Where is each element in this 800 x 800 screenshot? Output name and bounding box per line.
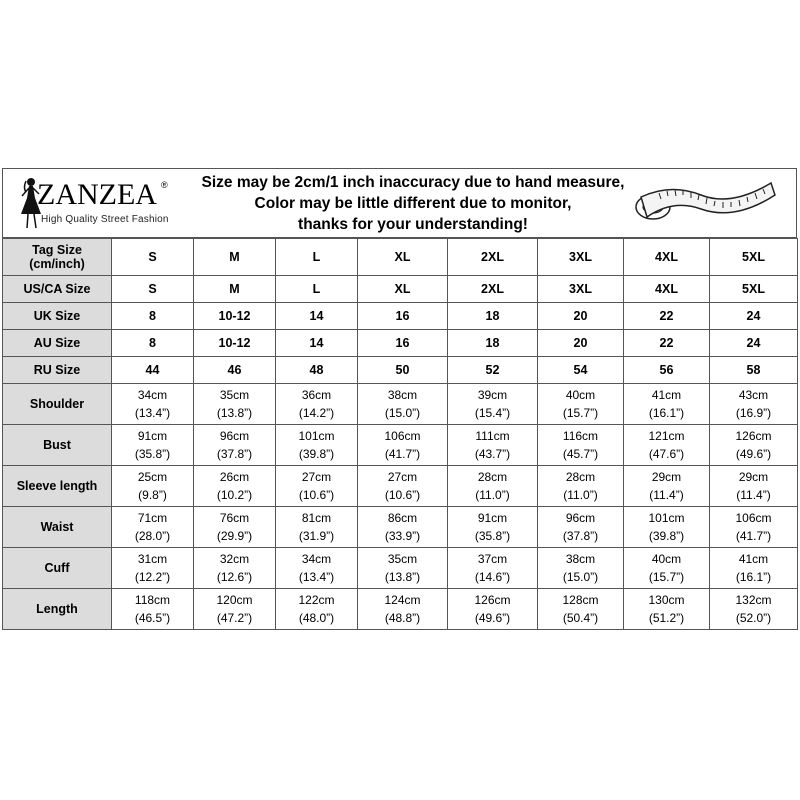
measurement-inch: (33.9”) [384,529,421,543]
size-cell: 20 [538,303,624,330]
measurement-cell [358,425,448,466]
measurement-cell [358,384,448,425]
measurement-inch: (45.7”) [562,447,599,461]
size-cell: 4XL [624,239,710,276]
measurement-cm: 26cm [219,470,250,484]
size-cell: M [194,239,276,276]
row-label: US/CA Size [3,276,112,303]
size-cell: 14 [276,330,358,357]
measurement-inch: (49.6”) [474,611,511,625]
measurement-cm: 39cm [477,388,508,402]
measurement-cell [448,384,538,425]
measurement-cell [276,466,358,507]
measurement-cm: 27cm [301,470,332,484]
measurement-cell [358,548,448,589]
measurement-cm: 35cm [219,388,250,402]
row-label-line: (cm/inch) [29,257,85,271]
measurement-cell [448,548,538,589]
measurement-inch: (47.2”) [216,611,253,625]
measurement-cell [112,425,194,466]
size-cell: 5XL [710,276,798,303]
measurement-cell [112,507,194,548]
size-cell: L [276,276,358,303]
measurement-inch: (13.4”) [134,406,171,420]
measurement-cm: 76cm [219,511,250,525]
measurement-inch: (48.0”) [298,611,335,625]
measurement-inch: (12.6”) [216,570,253,584]
measurement-inch: (31.9”) [298,529,335,543]
row-label-line: Tag Size [32,243,82,257]
measurement-inch: (51.2”) [648,611,685,625]
size-cell: XL [358,276,448,303]
measurement-cm: 27cm [387,470,418,484]
measurement-cell [448,466,538,507]
measurement-inch: (11.4”) [649,488,684,502]
measurement-inch: (37.8”) [216,447,253,461]
size-cell: 8 [112,330,194,357]
row-label: Length [3,589,112,630]
measurement-cell [710,507,798,548]
measurement-inch: (13.8”) [384,570,421,584]
measurement-inch: (13.4”) [298,570,335,584]
size-cell: 16 [358,330,448,357]
size-cell: 10-12 [194,303,276,330]
measurement-cell [358,507,448,548]
measurement-notice [188,172,638,235]
measurement-cm: 91cm [477,511,508,525]
measurement-cm: 96cm [219,429,250,443]
size-cell: 18 [448,303,538,330]
measurement-cell [448,507,538,548]
measurement-inch: (16.9”) [735,406,772,420]
row-label: Waist [3,507,112,548]
table-row [3,239,798,276]
size-cell: 3XL [538,276,624,303]
table-row [3,357,798,384]
measurement-inch: (28.0”) [134,529,171,543]
size-cell: 3XL [538,239,624,276]
size-cell: S [112,276,194,303]
size-chart-header [2,168,797,238]
size-cell: 20 [538,330,624,357]
measurement-cm: 101cm [648,511,685,525]
measurement-inch: (16.1”) [648,406,685,420]
measurement-cell [624,425,710,466]
measurement-inch: (15.7”) [648,570,685,584]
measurement-cell [538,425,624,466]
measurement-cm: 130cm [648,593,685,607]
size-cell: 24 [710,330,798,357]
measurement-cm: 101cm [298,429,335,443]
measurement-inch: (11.0”) [563,488,598,502]
size-table [2,238,798,630]
table-row [3,276,798,303]
measurement-cell [112,384,194,425]
measurement-cell [194,548,276,589]
measurement-inch: (50.4”) [562,611,599,625]
measurement-cell [448,589,538,630]
measurement-cell [358,466,448,507]
measurement-cm: 34cm [137,388,168,402]
measurement-cell [538,466,624,507]
size-cell: 16 [358,303,448,330]
measurement-inch: (49.6”) [735,447,772,461]
measurement-cm: 106cm [735,511,772,525]
measurement-cm: 91cm [137,429,168,443]
measurement-cell [276,589,358,630]
notice-line: Size may be 2cm/1 inch inaccuracy due to hand measure, [201,174,625,191]
measurement-inch: (47.6”) [648,447,685,461]
measurement-cm: 128cm [562,593,599,607]
measurement-cell [538,548,624,589]
measurement-cell [710,425,798,466]
measurement-cell [112,548,194,589]
measurement-cell [710,384,798,425]
measurement-cell [276,384,358,425]
table-row [3,330,798,357]
measurement-cm: 28cm [477,470,508,484]
size-cell: 46 [194,357,276,384]
measurement-cm: 116cm [562,429,599,443]
size-cell: S [112,239,194,276]
measurement-inch: (11.0”) [475,488,510,502]
measurement-cm: 86cm [387,511,418,525]
measurement-inch: (10.2”) [216,488,253,502]
brand-name: ZANZEA [37,178,157,211]
measurement-inch: (29.9”) [216,529,253,543]
measurement-inch: (35.8”) [474,529,511,543]
table-row [3,589,798,630]
size-cell: 24 [710,303,798,330]
size-cell: 5XL [710,239,798,276]
measurement-cell [710,466,798,507]
measurement-cm: 34cm [301,552,332,566]
size-cell: 14 [276,303,358,330]
brand-logo [11,174,181,234]
measurement-inch: (9.8”) [138,488,167,502]
measurement-inch: (15.0”) [562,570,599,584]
size-cell: 48 [276,357,358,384]
table-row [3,303,798,330]
row-label: Shoulder [3,384,112,425]
measurement-cm: 37cm [477,552,508,566]
measurement-cell [194,384,276,425]
size-cell: 2XL [448,239,538,276]
measurement-cm: 120cm [216,593,253,607]
measurement-cell [194,466,276,507]
measurement-cm: 41cm [651,388,682,402]
table-row [3,425,798,466]
measurement-cell [624,589,710,630]
table-row [3,466,798,507]
measurement-cm: 126cm [735,429,772,443]
measurement-cell [624,507,710,548]
measurement-cm: 96cm [565,511,596,525]
size-cell: 2XL [448,276,538,303]
measurement-inch: (14.6”) [474,570,511,584]
measurement-cm: 118cm [134,593,171,607]
row-label: UK Size [3,303,112,330]
measurement-cm: 35cm [387,552,418,566]
measurement-cm: 81cm [301,511,332,525]
measurement-inch: (41.7”) [384,447,421,461]
measurement-cell [538,589,624,630]
measurement-inch: (15.0”) [384,406,421,420]
size-cell: 50 [358,357,448,384]
measurement-cm: 38cm [565,552,596,566]
measurement-cell [448,425,538,466]
size-chart [2,168,797,630]
brand-tagline: High Quality Street Fashion [41,214,169,225]
measurement-cell [624,384,710,425]
measurement-cm: 71cm [137,511,168,525]
measurement-cm: 122cm [298,593,335,607]
row-label: Sleeve length [3,466,112,507]
measurement-cm: 29cm [651,470,682,484]
table-row [3,548,798,589]
size-cell: M [194,276,276,303]
measurement-cell [358,589,448,630]
measurement-cm: 126cm [474,593,511,607]
measurement-cm: 121cm [648,429,685,443]
measurement-cell [624,466,710,507]
size-cell: L [276,239,358,276]
measurement-inch: (11.4”) [736,488,771,502]
measurement-inch: (52.0”) [735,611,772,625]
notice-line: thanks for your understanding! [298,216,528,233]
measurement-inch: (39.8”) [648,529,685,543]
measuring-tape-icon [631,175,781,233]
measurement-cm: 106cm [384,429,421,443]
size-cell: 22 [624,330,710,357]
measurement-inch: (13.8”) [216,406,253,420]
row-label: Cuff [3,548,112,589]
size-cell: 8 [112,303,194,330]
measurement-cell [112,589,194,630]
measurement-inch: (12.2”) [134,570,171,584]
measurement-cm: 124cm [384,593,421,607]
measurement-cm: 40cm [651,552,682,566]
measurement-cm: 36cm [301,388,332,402]
table-row [3,507,798,548]
size-cell: 58 [710,357,798,384]
measurement-inch: (41.7”) [735,529,772,543]
measurement-inch: (10.6”) [384,488,421,502]
measurement-inch: (37.8”) [562,529,599,543]
measurement-cm: 25cm [137,470,168,484]
size-cell: XL [358,239,448,276]
measurement-inch: (35.8”) [134,447,171,461]
measurement-cell [276,548,358,589]
size-cell: 10-12 [194,330,276,357]
measurement-cell [624,548,710,589]
measurement-cell [276,507,358,548]
measurement-inch: (39.8”) [298,447,335,461]
measurement-inch: (48.8”) [384,611,421,625]
size-cell: 54 [538,357,624,384]
measurement-inch: (46.5”) [134,611,171,625]
measurement-cm: 41cm [738,552,769,566]
row-label: Bust [3,425,112,466]
measurement-cell [194,589,276,630]
row-label: AU Size [3,330,112,357]
measurement-inch: (16.1”) [735,570,772,584]
size-cell: 18 [448,330,538,357]
measurement-inch: (43.7”) [474,447,511,461]
size-cell: 56 [624,357,710,384]
notice-line: Color may be little different due to monitor, [254,195,572,212]
row-label-tag-size [3,239,112,276]
measurement-cm: 38cm [387,388,418,402]
size-cell: 22 [624,303,710,330]
table-row [3,384,798,425]
row-label: RU Size [3,357,112,384]
measurement-cell [194,425,276,466]
measurement-inch: (14.2”) [298,406,335,420]
measurement-cell [710,589,798,630]
measurement-cell [194,507,276,548]
size-cell: 52 [448,357,538,384]
measurement-cm: 43cm [738,388,769,402]
measurement-cm: 31cm [137,552,168,566]
measurement-inch: (10.6”) [298,488,335,502]
size-cell: 4XL [624,276,710,303]
measurement-cell [538,384,624,425]
measurement-cm: 40cm [565,388,596,402]
measurement-cm: 132cm [735,593,772,607]
measurement-inch: (15.4”) [474,406,511,420]
measurement-cm: 29cm [738,470,769,484]
measurement-cm: 111cm [475,429,510,443]
measurement-cm: 28cm [565,470,596,484]
measurement-cell [276,425,358,466]
measurement-cell [112,466,194,507]
measurement-cm: 32cm [219,552,250,566]
measurement-cell [710,548,798,589]
registered-mark: ® [161,180,168,190]
size-cell: 44 [112,357,194,384]
measurement-cell [538,507,624,548]
measurement-inch: (15.7”) [562,406,599,420]
